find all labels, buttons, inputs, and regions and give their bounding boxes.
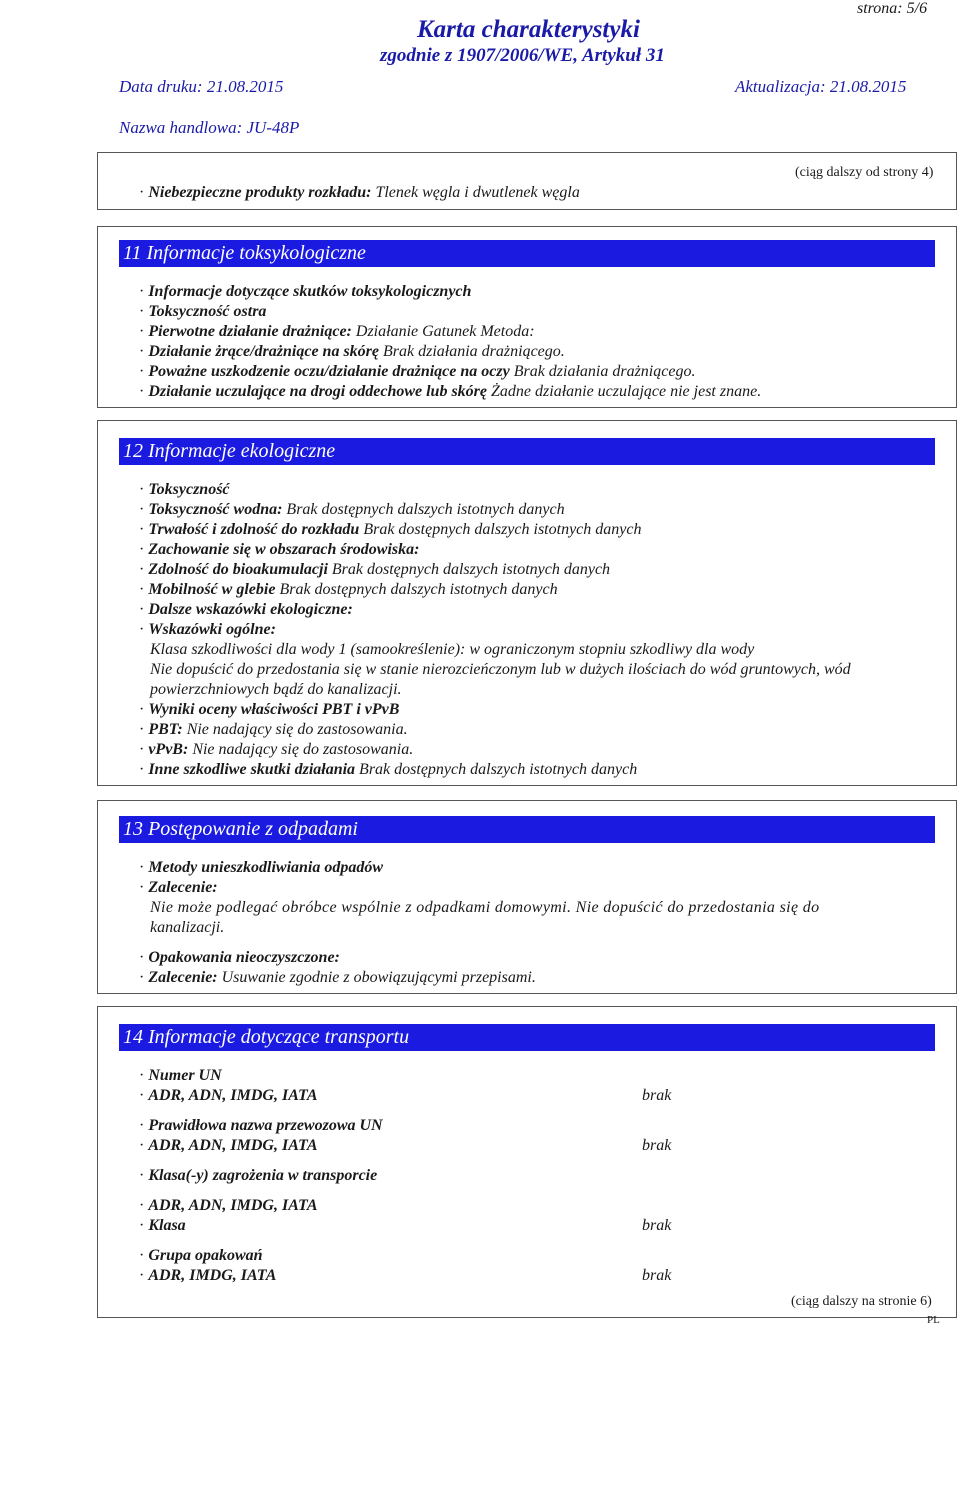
s12-line-7: · Dalsze wskazówki ekologiczne:	[139, 601, 353, 618]
s14-row-7: · Klasa brak	[139, 1217, 672, 1234]
decomposition-label: Niebezpieczne produkty rozkładu:	[148, 184, 372, 201]
language-code: PL	[927, 1314, 940, 1326]
s14-row-9: · ADR, IMDG, IATA brak	[139, 1267, 672, 1284]
s14-row-6: · ADR, ADN, IMDG, IATA	[139, 1197, 318, 1214]
s12-line-15: · Inne szkodliwe skutki działania Brak dostępnych dalszych istotnych danych	[139, 761, 638, 778]
s14-row-5: · Klasa(-y) zagrożenia w transporcie	[139, 1167, 378, 1184]
section-12-heading: 12 Informacje ekologiczne	[119, 438, 935, 465]
decomposition-products-line: · Niebezpieczne produkty rozkładu: Tlenek węgla i dwutlenek węgla	[139, 184, 580, 201]
update-date: Aktualizacja: 21.08.2015	[735, 77, 907, 96]
document-subtitle: zgodnie z 1907/2006/WE, Artykuł 31	[380, 45, 665, 66]
s13-line-3: Nie może podlegać obróbce wspólnie z odpadkami domowymi. Nie dopuścić do przedostania się do	[150, 899, 820, 916]
s12-line-2: · Toksyczność wodna: Brak dostępnych dalszych istotnych danych	[139, 501, 565, 518]
document-title: Karta charakterystyki	[417, 16, 640, 43]
trade-name: Nazwa handlowa: JU-48P	[119, 118, 300, 137]
s12-line-1: · Toksyczność	[139, 481, 230, 498]
s13-line-2: · Zalecenie:	[139, 879, 218, 896]
s13-line-1: · Metody unieszkodliwiania odpadów	[139, 859, 384, 876]
s14-row-2: · ADR, ADN, IMDG, IATA brak	[139, 1087, 672, 1104]
section-14-heading: 14 Informacje dotyczące transportu	[119, 1024, 935, 1051]
s11-line-4: · Działanie żrące/drażniące na skórę Brak działania drażniącego.	[139, 343, 565, 360]
s13-line-6: · Zalecenie: Usuwanie zgodnie z obowiązującymi przepisami.	[139, 969, 536, 986]
s11-line-5: · Poważne uszkodzenie oczu/działanie drażniące na oczy Brak działania drażniącego.	[139, 363, 696, 380]
s13-line-4: kanalizacji.	[150, 919, 225, 936]
s12-line-12: · Wyniki oceny właściwości PBT i vPvB	[139, 701, 400, 718]
print-date: Data druku: 21.08.2015	[119, 77, 284, 96]
decomposition-value: Tlenek węgla i dwutlenek węgla	[375, 184, 580, 201]
continued-to-note: (ciąg dalszy na stronie 6)	[791, 1294, 932, 1309]
s12-line-11: powierzchniowych bądź do kanalizacji.	[150, 681, 402, 698]
s12-line-5: · Zdolność do bioakumulacji Brak dostępnych dalszych istotnych danych	[139, 561, 611, 578]
s12-line-14: · vPvB: Nie nadający się do zastosowania.	[139, 741, 414, 758]
s12-line-6: · Mobilność w glebie Brak dostępnych dalszych istotnych danych	[139, 581, 558, 598]
s14-row-1: · Numer UN	[139, 1067, 222, 1084]
s12-line-3: · Trwałość i zdolność do rozkładu Brak dostępnych dalszych istotnych danych	[139, 521, 642, 538]
s12-line-8: · Wskazówki ogólne:	[139, 621, 276, 638]
s14-row-4: · ADR, ADN, IMDG, IATA brak	[139, 1137, 672, 1154]
s11-line-3: · Pierwotne działanie drażniące: Działanie Gatunek Metoda:	[139, 323, 535, 340]
s12-line-4: · Zachowanie się w obszarach środowiska:	[139, 541, 420, 558]
s11-line-6: · Działanie uczulające na drogi oddechowe lub skórę Żadne działanie uczulające nie jest znane.	[139, 383, 762, 400]
s11-line-2: · Toksyczność ostra	[139, 303, 267, 320]
s14-row-3: · Prawidłowa nazwa przewozowa UN	[139, 1117, 383, 1134]
section-11-heading: 11 Informacje toksykologiczne	[119, 240, 935, 267]
section-13-heading: 13 Postępowanie z odpadami	[119, 816, 935, 843]
s14-row-8: · Grupa opakowań	[139, 1247, 263, 1264]
s13-line-5: · Opakowania nieoczyszczone:	[139, 949, 340, 966]
s11-line-1: · Informacje dotyczące skutków toksykologicznych	[139, 283, 472, 300]
s12-line-10: Nie dopuścić do przedostania się w stanie nierozcieńczonym lub w dużych ilościach do wód gruntowych, wód	[150, 661, 851, 678]
s12-line-9: Klasa szkodliwości dla wody 1 (samookreślenie): w ograniczonym stopniu szkodliwy dla wody	[150, 641, 755, 658]
page-number: strona: 5/6	[857, 0, 928, 17]
continued-from-note: (ciąg dalszy od strony 4)	[795, 165, 934, 180]
s12-line-13: · PBT: Nie nadający się do zastosowania.	[139, 721, 408, 738]
